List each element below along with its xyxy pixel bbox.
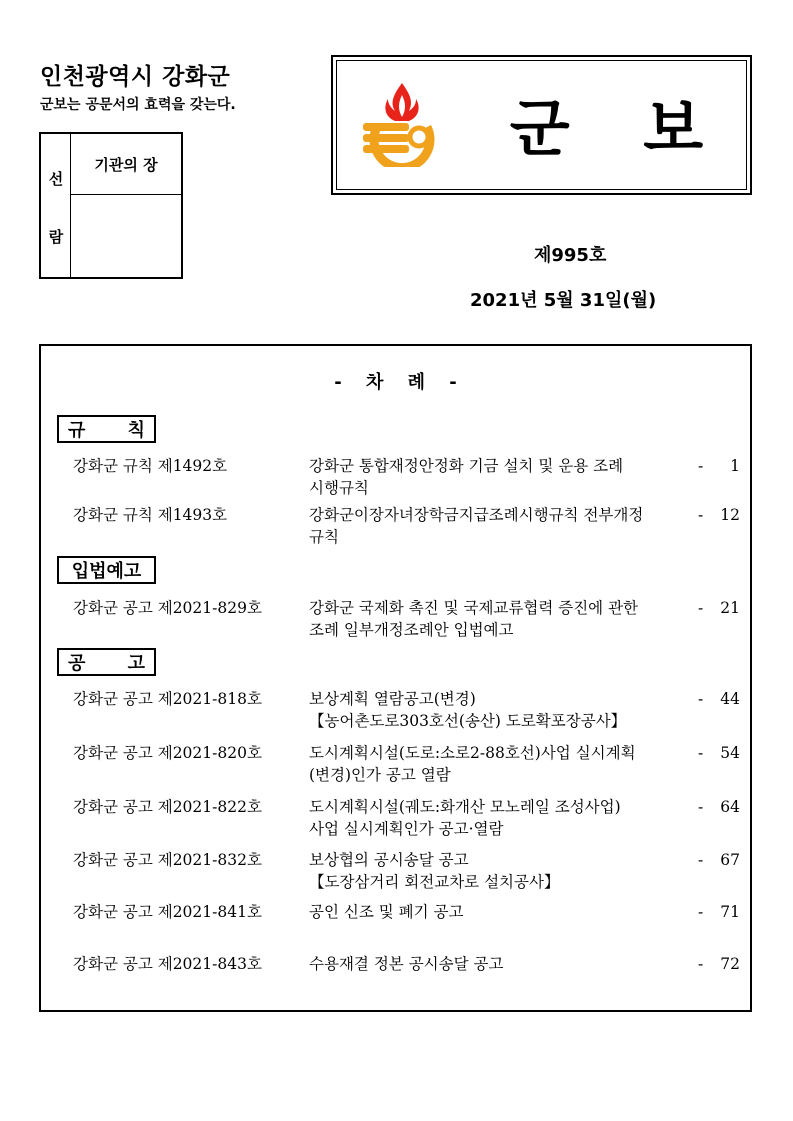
entry-title: 강화군이장자녀장학금지급조례시행규칙 전부개정 규칙 [309, 506, 644, 546]
section-label-char: 공 [68, 653, 86, 674]
ganghwa-gun-emblem-icon [357, 77, 447, 167]
entry-dash: - [698, 457, 704, 475]
approval-side-label [41, 134, 71, 277]
issue-number: 제995호 [534, 245, 607, 266]
entry-title: 강화군 국제화 촉진 및 국제교류협력 증진에 관한 조례 일부개정조례안 입법예고 [309, 599, 639, 639]
entry-source: 강화군 규칙 제1492호 [73, 457, 228, 475]
approval-head-label: 기관의 장 [71, 134, 181, 195]
entry-page: 54 [720, 744, 740, 762]
entry-source: 강화군 공고 제2021-832호 [73, 851, 262, 869]
entry-title: 보상협의 공시송달 공고 【도장삼거리 회전교차로 설치공사】 [309, 851, 560, 891]
entry-title: 공인 신조 및 폐기 공고 [309, 903, 464, 921]
approval-char-seon: 선 [48, 170, 64, 188]
entry-source: 강화군 공고 제2021-829호 [73, 599, 262, 617]
issue-date: 2021년 5월 31일(월) [470, 290, 657, 311]
section-label-announcements [57, 648, 156, 676]
entry-title: 수용재결 정본 공시송달 공고 [309, 955, 504, 973]
entry-page: 21 [720, 599, 740, 617]
bulletin-title-char-1: 군 [509, 92, 570, 165]
approval-box [39, 132, 183, 279]
entry-dash: - [698, 690, 704, 708]
section-label-char: 입법예고 [71, 561, 142, 582]
bulletin-title [473, 79, 740, 168]
entry-dash: - [698, 744, 704, 762]
entry-title: 보상계획 열람공고(변경) 【농어촌도로303호선(송산) 도로확포장공사】 [309, 690, 627, 730]
section-label-char: 고 [127, 653, 145, 674]
entry-page: 12 [720, 506, 740, 524]
table-of-contents [39, 344, 752, 1012]
entry-source: 강화군 공고 제2021-843호 [73, 955, 262, 973]
entry-page: 44 [720, 690, 740, 708]
entry-page: 71 [720, 903, 740, 921]
entry-title: 강화군 통합재정안정화 기금 설치 및 운용 조례 시행규칙 [309, 457, 624, 497]
entry-page: 67 [720, 851, 740, 869]
section-label-char: 칙 [127, 420, 145, 441]
entry-title: 도시계획시설(궤도:화개산 모노레일 조성사업) 사업 실시계획인가 공고·열람 [309, 798, 621, 838]
entry-source: 강화군 규칙 제1493호 [73, 506, 228, 524]
section-label-rules [57, 415, 156, 443]
section-label-legislation-notice [57, 556, 156, 584]
entry-dash: - [698, 903, 704, 921]
org-subtitle: 군보는 공문서의 효력을 갖는다. [40, 97, 236, 113]
entry-source: 강화군 공고 제2021-841호 [73, 903, 262, 921]
entry-dash: - [698, 506, 704, 524]
entry-dash: - [698, 851, 704, 869]
toc-title: - 차 례 - [334, 372, 457, 393]
bulletin-banner [331, 55, 752, 195]
entry-page: 1 [730, 457, 740, 475]
entry-title: 도시계획시설(도로:소로2-88호선)사업 실시계획 (변경)인가 공고 열람 [309, 744, 636, 784]
section-label-char: 규 [68, 420, 86, 441]
org-name: 인천광역시 강화군 [40, 64, 231, 90]
entry-source: 강화군 공고 제2021-818호 [73, 690, 262, 708]
bulletin-title-char-2: 보 [643, 92, 704, 165]
entry-page: 64 [720, 798, 740, 816]
entry-source: 강화군 공고 제2021-820호 [73, 744, 262, 762]
entry-dash: - [698, 599, 704, 617]
entry-dash: - [698, 955, 704, 973]
entry-page: 72 [720, 955, 740, 973]
approval-char-ram: 람 [48, 228, 64, 246]
entry-source: 강화군 공고 제2021-822호 [73, 798, 262, 816]
entry-dash: - [698, 798, 704, 816]
